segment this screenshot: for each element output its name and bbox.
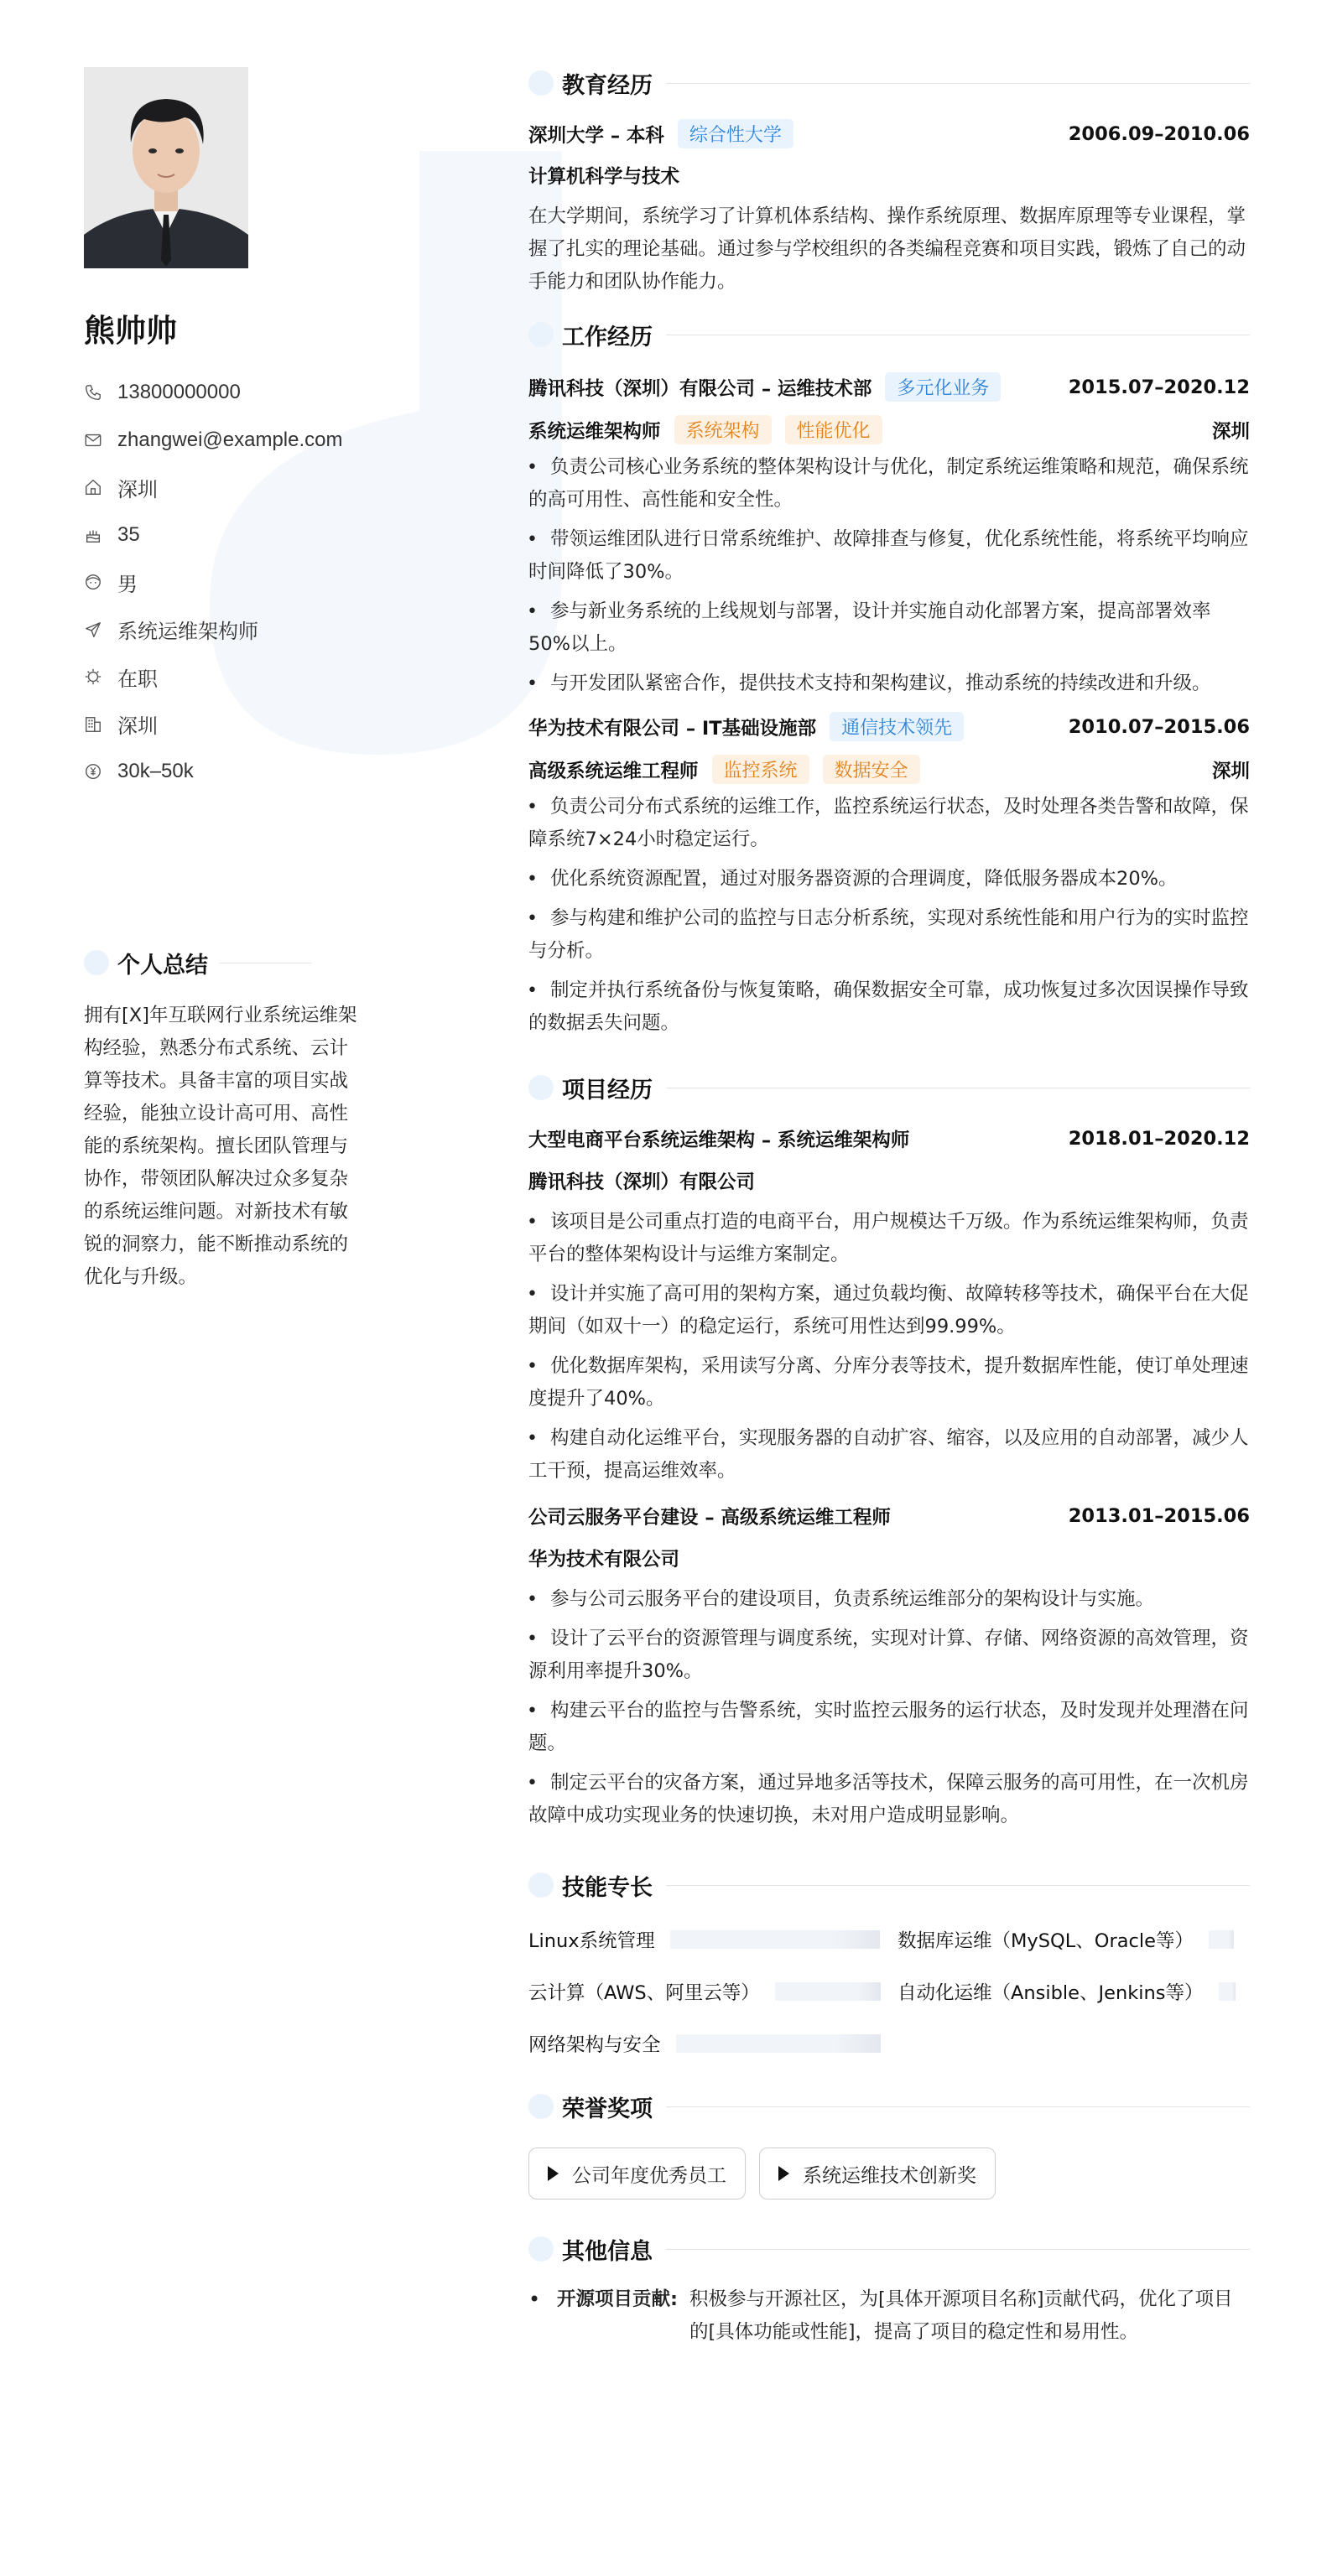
job-tag: 通信技术领先 — [830, 712, 964, 741]
projects-heading-text: 项目经历 — [562, 1077, 653, 1104]
job-date: 2010.07–2015.06 — [1068, 715, 1250, 738]
status-icon — [84, 667, 102, 686]
other-heading — [528, 2230, 1250, 2268]
heading-dot-icon — [528, 1075, 554, 1100]
profile-photo — [84, 67, 248, 268]
salary-value: 30k–50k — [117, 760, 194, 783]
bullet-text: • 设计并实施了高可用的架构方案，通过负载均衡、故障转移等技术，确保平台在大促期间（如双十一）的稳定运行，系统可用性达到99.99%。 — [528, 1283, 1249, 1337]
job-role: 系统运维架构师 — [528, 420, 661, 443]
other-list — [528, 2283, 1250, 2349]
info-phone — [84, 369, 369, 417]
job-bullets — [528, 791, 1250, 1040]
list-item — [528, 523, 1250, 589]
list-item — [528, 791, 1250, 856]
list-item — [528, 1623, 1250, 1688]
heading-dot-icon — [528, 322, 554, 347]
skill-item — [898, 1926, 1250, 1953]
list-item — [528, 1422, 1250, 1488]
job-skill-tag: 数据安全 — [823, 755, 920, 784]
project-title: 大型电商平台系统运维架构 – 系统运维架构师 — [528, 1130, 910, 1151]
list-item — [528, 1206, 1250, 1271]
play-icon — [778, 2166, 789, 2181]
heading-dot-icon — [528, 2094, 554, 2119]
summary-section — [84, 947, 369, 1294]
heading-dot-icon — [528, 70, 554, 96]
skill-bar — [1219, 1982, 1236, 2001]
plane-icon — [84, 621, 102, 639]
phone-value: 13800000000 — [117, 381, 241, 404]
job-city: 深圳 — [1211, 760, 1250, 782]
heading-dot-icon — [84, 950, 109, 975]
skill-item — [898, 1978, 1250, 2005]
list-item — [528, 1350, 1250, 1415]
skill-item — [528, 2030, 898, 2057]
list-item — [528, 595, 1250, 661]
project-bullets — [528, 1206, 1250, 1488]
skill-bar — [1209, 1930, 1234, 1949]
skills-grid — [528, 1926, 1250, 2057]
skill-item — [528, 1978, 898, 2005]
mail-icon — [84, 431, 102, 449]
list-item — [528, 1767, 1250, 1832]
project-entry — [528, 1503, 1250, 1832]
skill-item — [528, 1926, 898, 1953]
info-salary — [84, 748, 369, 796]
info-location — [84, 464, 369, 512]
job-skill-tag: 系统架构 — [674, 415, 772, 444]
heading-dot-icon — [528, 1872, 554, 1898]
gender-value: 男 — [117, 573, 138, 596]
phone-icon — [84, 383, 102, 402]
bullet-text: • 设计了云平台的资源管理与调度系统，实现对计算、存储、网络资源的高效管理，资源利用率提升30%。 — [528, 1628, 1249, 1682]
education-heading-text: 教育经历 — [562, 72, 653, 99]
project-date: 2013.01–2015.06 — [1068, 1505, 1250, 1527]
sidebar — [84, 67, 369, 1294]
info-gender — [84, 558, 369, 606]
target-city-value: 深圳 — [117, 715, 158, 739]
building-icon — [84, 715, 102, 734]
education-row — [528, 119, 1250, 148]
project-bullets — [528, 1583, 1250, 1832]
bullet-text: • 带领运维团队进行日常系统维护、故障排查与修复，优化系统性能，将系统平均响应时间降低了30%。 — [528, 528, 1249, 583]
info-email — [84, 417, 369, 465]
major: 计算机科学与技术 — [528, 166, 680, 188]
school-name: 深圳大学 – 本科 — [528, 124, 664, 147]
project-company: 腾讯科技（深圳）有限公司 — [528, 1171, 756, 1193]
skill-name: 网络架构与安全 — [528, 2034, 661, 2056]
award-label: 系统运维技术创新奖 — [803, 2164, 976, 2187]
skill-bar — [676, 2034, 881, 2053]
list-item — [528, 974, 1250, 1040]
bullet-text: • 参与构建和维护公司的监控与日志分析系统，实现对系统性能和用户行为的实时监控与分析。 — [528, 907, 1249, 962]
skill-bar — [670, 1930, 880, 1949]
award-label: 公司年度优秀员工 — [572, 2164, 726, 2187]
skill-name: Linux系统管理 — [528, 1930, 655, 1952]
job-skill-tag: 性能优化 — [785, 415, 882, 444]
project-date: 2018.01–2020.12 — [1068, 1128, 1250, 1150]
bullet-text: • 参与公司云服务平台的建设项目，负责系统运维部分的架构设计与实施。 — [550, 1588, 1155, 1610]
job-city: 深圳 — [1211, 420, 1250, 443]
heading-divider — [666, 2249, 1250, 2250]
bullet-text: • 制定云平台的灾备方案，通过异地多活等技术，保障云服务的高可用性，在一次机房故障中成功实现业务的快速切换，未对用户造成明显影响。 — [528, 1772, 1249, 1826]
list-item — [528, 1583, 1250, 1616]
awards-heading-text: 荣誉奖项 — [562, 2096, 653, 2122]
school-tag: 综合性大学 — [678, 119, 793, 148]
other-heading-text: 其他信息 — [562, 2238, 653, 2265]
job-bullets — [528, 451, 1250, 700]
awards-list — [528, 2148, 1250, 2199]
project-entry — [528, 1125, 1250, 1488]
other-label: • 开源项目贡献: — [557, 2288, 678, 2310]
other-text: 积极参与开源社区，为[具体开源项目名称]贡献代码，优化了项目的[具体功能或性能]，提高了项目的稳定性和易用性。 — [689, 2288, 1233, 2343]
home-icon — [84, 478, 102, 496]
education-heading — [528, 64, 1250, 102]
bullet-text: • 构建云平台的监控与告警系统，实时监控云服务的运行状态，及时发现并处理潜在问题。 — [528, 1700, 1249, 1754]
job-company: 腾讯科技（深圳）有限公司 – 运维技术部 — [528, 377, 872, 400]
skills-heading-text: 技能专长 — [562, 1874, 653, 1901]
job-role: 高级系统运维工程师 — [528, 760, 699, 782]
job-entry — [528, 372, 1250, 700]
job-date: 2015.07–2020.12 — [1068, 376, 1250, 398]
summary-heading — [84, 947, 369, 979]
bullet-text: • 制定并执行系统备份与恢复策略，确保数据安全可靠，成功恢复过多次因误操作导致的数据丢失问题。 — [528, 979, 1249, 1034]
summary-heading-text: 个人总结 — [117, 952, 208, 979]
main-content — [528, 64, 1250, 2349]
email-value: zhangwei@example.com — [117, 428, 343, 451]
play-icon — [548, 2166, 559, 2181]
education-desc: 在大学期间，系统学习了计算机体系结构、操作系统原理、数据库原理等专业课程，掌握了扎实的理论基础。通过参与学校组织的各类编程竞赛和项目实践，锻炼了自己的动手能力和团队协作能力。 — [528, 205, 1246, 293]
award-badge — [759, 2148, 996, 2199]
skill-name: 自动化运维（Ansible、Jenkins等） — [898, 1982, 1204, 2004]
heading-divider — [666, 1885, 1250, 1886]
status-value: 在职 — [117, 667, 158, 691]
money-icon — [84, 762, 102, 781]
heading-divider — [666, 83, 1250, 84]
bullet-text: • 构建自动化运维平台，实现服务器的自动扩容、缩容，以及应用的自动部署，减少人工干预，提高运维效率。 — [528, 1427, 1249, 1482]
list-item — [528, 863, 1250, 896]
skill-bar — [775, 1982, 881, 2001]
project-title: 公司云服务平台建设 – 高级系统运维工程师 — [528, 1507, 891, 1529]
bullet-text: • 优化数据库架构，采用读写分离、分库分表等技术，提升数据库性能，使订单处理速度提升了40%。 — [528, 1355, 1249, 1410]
work-heading-text: 工作经历 — [562, 324, 653, 351]
bullet-text: • 与开发团队紧密合作，提供技术支持和架构建议，推动系统的持续改进和升级。 — [550, 673, 1211, 694]
list-item — [528, 451, 1250, 517]
contact-info-list — [84, 369, 369, 796]
position-value: 系统运维架构师 — [117, 621, 258, 644]
location-value: 深圳 — [117, 478, 158, 501]
skills-heading — [528, 1866, 1250, 1904]
bullet-text: • 负责公司分布式系统的运维工作，监控系统运行状态，及时处理各类告警和故障，保障系统7×24小时稳定运行。 — [528, 796, 1249, 850]
projects-heading — [528, 1068, 1250, 1107]
skill-name: 数据库运维（MySQL、Oracle等） — [898, 1930, 1194, 1952]
cake-icon — [84, 526, 102, 544]
candidate-name: 熊帅帅 — [84, 313, 177, 349]
skill-name: 云计算（AWS、阿里云等） — [528, 1982, 760, 2004]
job-skill-tag: 监控系统 — [712, 755, 809, 784]
list-item — [528, 667, 1250, 700]
awards-heading — [528, 2087, 1250, 2126]
bullet-text: • 优化系统资源配置，通过对服务器资源的合理调度，降低服务器成本20%。 — [550, 868, 1178, 890]
avatar — [84, 67, 248, 268]
info-position — [84, 606, 369, 654]
award-badge — [528, 2148, 746, 2199]
info-target-city — [84, 701, 369, 749]
gender-icon — [84, 573, 102, 591]
project-company: 华为技术有限公司 — [528, 1549, 680, 1571]
info-status — [84, 653, 369, 701]
bullet-text: • 参与新业务系统的上线规划与部署，设计并实施自动化部署方案，提高部署效率50%以上。 — [528, 600, 1211, 655]
job-tag: 多元化业务 — [885, 372, 1001, 402]
list-item — [528, 2283, 1250, 2349]
work-heading — [528, 315, 1250, 354]
summary-text: 拥有[X]年互联网行业系统运维架构经验，熟悉分布式系统、云计算等技术。具备丰富的项目实战经验，能独立设计高可用、高性能的系统架构。擅长团队管理与协作，带领团队解决过众多复杂的系统运维问题。对新技术有敏锐的洞察力，能不断推动系统的优化与升级。 — [84, 1004, 357, 1288]
list-item — [528, 1695, 1250, 1760]
bullet-text: • 负责公司核心业务系统的整体架构设计与优化，制定系统运维策略和规范，确保系统的高可用性、高性能和安全性。 — [528, 456, 1249, 511]
info-age — [84, 512, 369, 559]
bullet-text: • 该项目是公司重点打造的电商平台，用户规模达千万级。作为系统运维架构师，负责平台的整体架构设计与运维方案制定。 — [528, 1211, 1249, 1265]
age-value: 35 — [117, 522, 140, 546]
job-entry — [528, 712, 1250, 1040]
list-item — [528, 1278, 1250, 1343]
heading-divider — [666, 2106, 1250, 2107]
list-item — [528, 902, 1250, 968]
heading-dot-icon — [528, 2236, 554, 2262]
job-company: 华为技术有限公司 – IT基础设施部 — [528, 717, 817, 740]
education-date: 2006.09–2010.06 — [1068, 122, 1250, 145]
